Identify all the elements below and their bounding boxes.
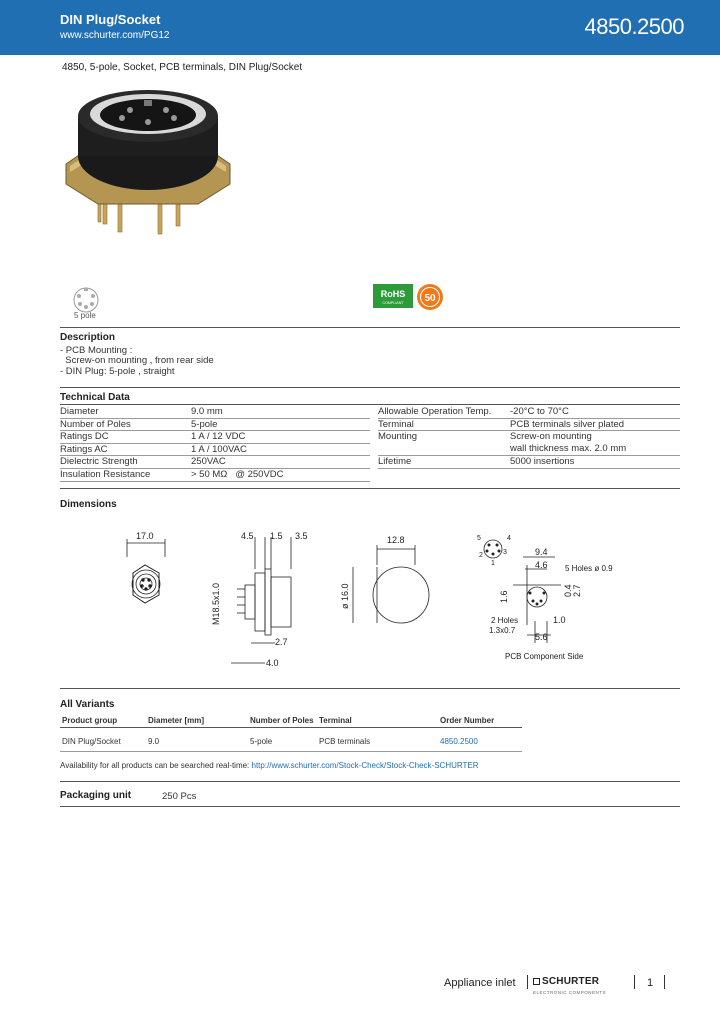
divider	[60, 404, 680, 405]
availability-note	[60, 761, 479, 770]
fifty-badge	[415, 282, 445, 312]
dim-label: 1.0	[553, 615, 566, 625]
table-row	[60, 419, 370, 432]
pin-number: 1	[491, 560, 495, 567]
dim-label: 1.3x0.7	[489, 626, 516, 635]
tech-value: wall thickness max. 2.0 mm	[510, 443, 627, 455]
tech-label: Number of Poles	[60, 418, 131, 430]
tech-value: > 50 MΩ @ 250VDC	[191, 468, 284, 480]
tech-label: Dielectric Strength	[60, 456, 138, 468]
tech-label: Lifetime	[378, 456, 412, 468]
dim-label: M18.5x1.0	[211, 582, 221, 625]
variants-table	[60, 714, 522, 752]
tech-label: Diameter	[60, 406, 99, 417]
packaging-value: 250 Pcs	[162, 791, 197, 802]
technical-title: Technical Data	[60, 392, 130, 403]
tech-label: Mounting	[378, 431, 418, 443]
dim-label: 4.0	[266, 658, 279, 668]
table-row	[60, 469, 370, 482]
technical-table-right	[378, 406, 680, 469]
table-row	[60, 456, 370, 469]
dim-label: 5 Holes ø 0.9	[565, 564, 613, 573]
pin-layout-label: 5 pole	[74, 311, 96, 320]
table-cell: DIN Plug/Socket	[62, 737, 121, 746]
divider	[60, 488, 680, 489]
dimensions-title: Dimensions	[60, 499, 117, 510]
header-part-number: 4850.2500	[584, 14, 684, 39]
description-title: Description	[60, 332, 116, 343]
column-header: Order Number	[440, 716, 495, 725]
footer-separator	[664, 975, 665, 989]
dim-label: 5.6	[535, 632, 548, 642]
footer-separator	[634, 975, 635, 989]
dim-label: 2.7	[275, 637, 288, 647]
tech-value: Screw-on mounting	[510, 431, 592, 443]
header-title: DIN Plug/Socket	[60, 12, 161, 27]
table-row	[60, 444, 370, 457]
availability-text: Availability for all products can be searched real-time:	[60, 761, 252, 770]
rohs-text: RoHS	[380, 289, 406, 299]
tech-label: Allowable Operation Temp.	[378, 406, 492, 417]
packaging-title: Packaging unit	[60, 790, 132, 801]
column-header: Number of Poles	[250, 716, 314, 725]
table-cell: 9.0	[148, 737, 160, 746]
divider	[60, 387, 680, 388]
page-header	[0, 0, 720, 55]
header-url[interactable]: www.schurter.com/PG12	[60, 30, 170, 41]
divider	[60, 781, 680, 782]
dim-label: 0.4	[563, 584, 573, 597]
dim-label: 12.8	[387, 535, 405, 545]
logo-mark-icon	[533, 978, 540, 985]
description-line: Screw-on mounting , from rear side	[60, 355, 214, 366]
footer-category: Appliance inlet	[444, 977, 516, 989]
table-row	[378, 431, 680, 456]
divider	[60, 688, 680, 689]
rear-view	[353, 545, 429, 623]
schurter-logo	[533, 976, 599, 987]
footer-separator	[527, 975, 528, 989]
dim-label: 9.4	[535, 547, 548, 557]
table-row	[60, 406, 370, 419]
tech-value: -20°C to 70°C	[510, 406, 569, 417]
tech-value: 1 A / 12 VDC	[191, 431, 246, 443]
table-cell: PCB terminals	[319, 737, 371, 746]
column-header: Terminal	[319, 716, 352, 725]
table-row	[378, 456, 680, 469]
pin-number: 2	[479, 552, 483, 559]
dim-label: 1.6	[499, 590, 509, 603]
table-row	[60, 431, 370, 444]
divider	[60, 327, 680, 328]
column-header: Product group	[62, 716, 118, 725]
fifty-text: 50	[424, 293, 436, 304]
table-cell: 5-pole	[250, 737, 273, 746]
front-view	[127, 539, 165, 603]
description-line: - PCB Mounting :	[60, 345, 133, 356]
divider	[60, 806, 680, 807]
technical-table-left	[60, 406, 370, 482]
order-number-link[interactable]: 4850.2500	[440, 737, 478, 746]
dim-label: PCB Component Side	[505, 652, 584, 661]
tech-label: Insulation Resistance	[60, 468, 151, 480]
tech-value: 9.0 mm	[191, 406, 223, 417]
dim-label: ø 16.0	[340, 583, 350, 609]
dim-label: 17.0	[136, 531, 154, 541]
pin-number: 4	[507, 535, 511, 542]
description-line: - DIN Plug: 5-pole , straight	[60, 366, 175, 377]
table-row	[60, 728, 522, 752]
dim-label: 2 Holes	[491, 616, 519, 625]
page-number: 1	[647, 977, 654, 989]
product-photo	[58, 86, 248, 246]
table-row	[378, 406, 680, 419]
brand-name: SCHURTER	[542, 976, 600, 987]
dim-label: 1.5	[270, 531, 283, 541]
tech-value: 5-pole	[191, 418, 218, 430]
table-row	[378, 419, 680, 432]
product-subtitle: 4850, 5-pole, Socket, PCB terminals, DIN Plug/Socket	[62, 62, 303, 73]
table-header-row	[60, 714, 522, 728]
pin-number: 5	[477, 535, 481, 542]
stock-check-link[interactable]: http://www.schurter.com/Stock-Check/Stock-Check-SCHURTER	[251, 761, 479, 770]
tech-label: Terminal	[378, 418, 414, 430]
tech-label: Ratings AC	[60, 443, 108, 455]
dim-label: 3.5	[295, 531, 308, 541]
dimensions-drawing	[115, 525, 613, 675]
dim-label: 4.6	[535, 560, 548, 570]
dim-label: 4.5	[241, 531, 254, 541]
rohs-badge	[373, 284, 413, 308]
tech-value: 1 A / 100VAC	[191, 443, 247, 455]
rohs-compliant-text: COMPLIANT	[382, 301, 404, 305]
brand-tagline: ELECTRONIC COMPONENTS	[533, 990, 607, 995]
tech-value: 5000 insertions	[510, 456, 575, 468]
tech-value: 250VAC	[191, 456, 226, 468]
tech-label: Ratings DC	[60, 431, 109, 443]
pin-number: 3	[503, 549, 507, 556]
dim-label: 2.7	[572, 584, 582, 597]
tech-value: PCB terminals silver plated	[510, 418, 625, 430]
column-header: Diameter [mm]	[148, 716, 205, 725]
variants-title: All Variants	[60, 699, 115, 710]
